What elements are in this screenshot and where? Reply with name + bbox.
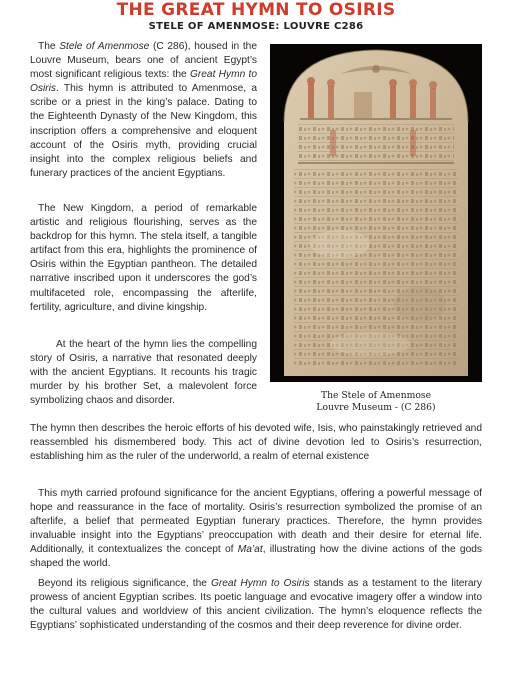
new-kingdom-paragraph — [30, 202, 257, 315]
stele-photo — [270, 44, 482, 382]
caption-source: Louvre Museum - (C 286) — [316, 402, 436, 413]
page-subtitle: STELE OF AMENMOSE: LOUVRE C286 — [148, 21, 364, 32]
stele-name-italic: Stele of Amenmose — [59, 41, 150, 52]
page-title: THE GREAT HYMN TO OSIRIS — [116, 0, 396, 20]
maat-italic: Ma’at — [237, 544, 263, 556]
stele-image — [270, 44, 482, 382]
text-run: Beyond its religious significance, the — [38, 578, 211, 589]
text-run: . This hymn is attributed to Amenmose, a scribe or a priest in the king’s palace. Dating to the Eighteenth Dynasty of the New Kingdom, this inscription offers a comprehensive and eloquent account of the Osiris myth, providing crucial insight into the complex religious beliefs and funerary practices of the ancient Egyptians. — [30, 83, 257, 179]
isis-paragraph — [30, 422, 482, 464]
text-run: This myth carried profound significance for the ancient Egyptians, offering a powerful message of hope and reassurance in the face of mortality. Osiris’s resurrection symbolized the promise of an afterlife, a belief that permeated Egyptian funerary practices. Therefore, the hymn provides invaluable insight into the Egyptians’ preoccupation with death and their desire for eternal life. Additionally, it contextualizes the concept of — [30, 488, 482, 556]
hymn-name-italic: Great Hymn to Osiris — [210, 578, 310, 589]
text-run: (C 286), housed in the Louvre Museum, bears one of ancient Egypt’s most significant religious texts: the — [30, 41, 258, 81]
intro-paragraph — [30, 40, 257, 181]
osiris-story-paragraph — [30, 338, 257, 408]
text-run: The hymn then describes the heroic efforts of his devoted wife, Isis, who painstakingly retrieved and reassembled his dismembered body. This act of divine devotion led to Osiris’s resurrection, establishing him as the ruler of the underworld, a realm of eternal existence — [30, 423, 482, 463]
caption-title: The Stele of Amenmose — [320, 390, 432, 401]
text-run: , illustrating how the divine actions of the gods shaped the world. — [30, 544, 482, 570]
figure-caption — [270, 390, 482, 414]
text-run: The New Kingdom, a period of remarkable artistic and religious flourishing, serves as the backdrop for this hymn. The stela itself, a tangible artifact from this era, highlights the prominence of Osiris within the Egyptian pantheon. The detailed narrative inscribed upon it underscores the god’s multifaceted role, encompassing the afterlife, fertility, agriculture, and divine kingship. — [30, 203, 257, 313]
text-run: At the heart of the hymn lies the compelling story of Osiris, a narrative that resonated deeply with the ancient Egyptians. It recounts his tragic murder by his brother Set, a malevolent force symbolizing chaos and disorder. — [30, 339, 257, 407]
literary-paragraph — [30, 577, 482, 633]
text-run: The — [38, 41, 60, 52]
second-register — [298, 124, 454, 164]
hymn-name-italic: Great Hymn to Osiris — [30, 69, 257, 95]
text-run: stands as a testament to the literary prowess of ancient Egyptian scribes. Its poetic language and evocative imagery offer a window into the cultural values and worldview of this ancient civilization. The hymn’s eloquence reflects the Egyptians’ sophisticated understanding of the cosmos and their deep reverence for divine order. — [30, 578, 482, 632]
significance-paragraph — [30, 487, 482, 572]
